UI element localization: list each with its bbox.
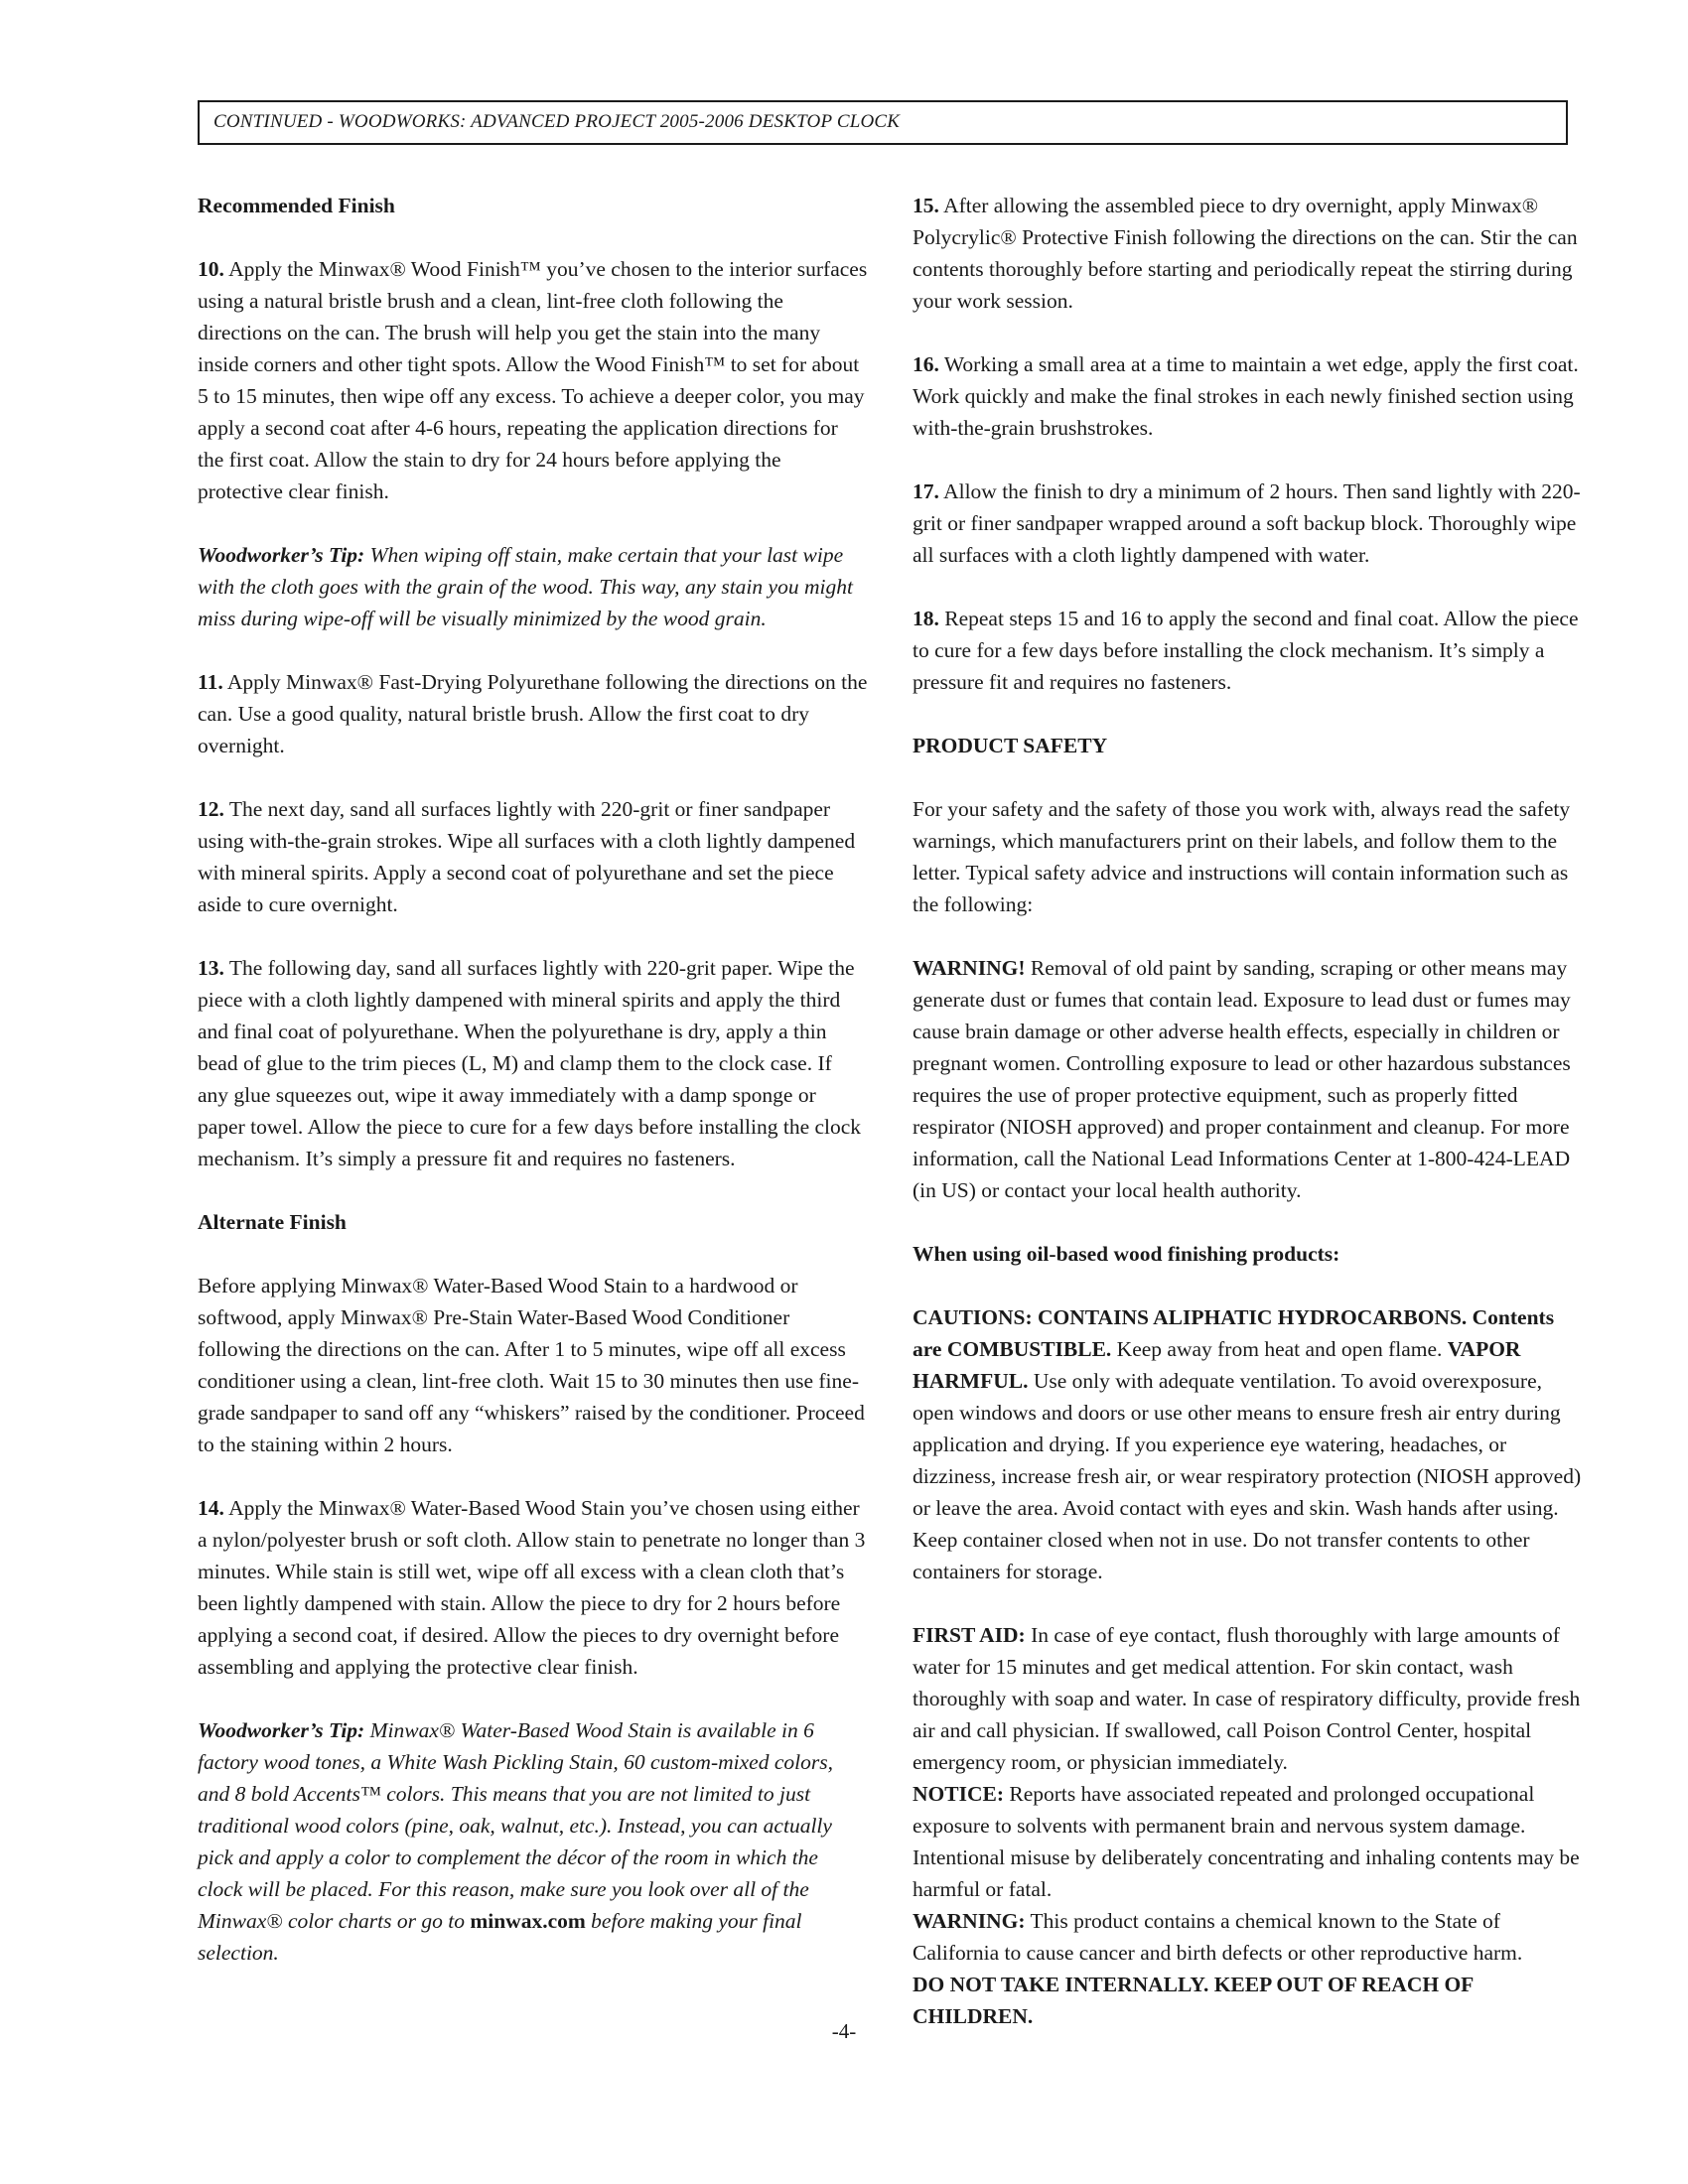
step-number: 17. [913, 479, 939, 503]
step-text: Allow the finish to dry a minimum of 2 hours. Then sand lightly with 220-grit or finer sandpaper wrapped around a soft backup block. Thoroughly wipe all surfaces with a cloth lightly dampened with water. [913, 479, 1581, 567]
notice-text: Reports have associated repeated and prolonged occupational exposure to solvents with permanent brain and nervous system damage. Intentional misuse by deliberately concentrating and inhaling contents may be harmful or fatal. [913, 1782, 1580, 1901]
final-warning: DO NOT TAKE INTERNALLY. KEEP OUT OF REACH OF CHILDREN. [913, 1973, 1474, 2028]
step-text: Repeat steps 15 and 16 to apply the second and final coat. Allow the piece to cure for a few days before installing the clock mechanism. It’s simply a pressure fit and requires no fasteners. [913, 607, 1579, 694]
step-text: Apply the Minwax® Water-Based Wood Stain you’ve chosen using either a nylon/polyester brush or soft cloth. Allow stain to penetrate no longer than 3 minutes. While stain is still wet, wipe off all excess with a clean cloth that’s been lightly dampened with stain. Allow the piece to dry for 2 hours before applying a second coat, if desired. Allow the pieces to dry overnight before assembling and applying the protective clear finish. [198, 1496, 866, 1679]
left-column [198, 190, 868, 1969]
warning-label: WARNING: [913, 1909, 1026, 1933]
step-15 [913, 190, 1585, 317]
step-text: The following day, sand all surfaces lightly with 220-grit paper. Wipe the piece with a cloth lightly dampened with mineral spirits and apply the third and final coat of polyurethane. When the polyurethane is dry, apply a thin bead of glue to the trim pieces (L, M) and clamp them to the clock case. If any glue squeezes out, wipe it away immediately with a damp sponge or paper towel. Allow the piece to cure for a few days before installing the clock mechanism. It’s simply a pressure fit and requires no fasteners. [198, 956, 862, 1170]
first-aid-text: In case of eye contact, flush thoroughly with large amounts of water for 15 minutes and get medical attention. For skin contact, wash thoroughly with soap and water. In case of respiratory difficulty, provide fresh air and call physician. If swallowed, call Poison Control Center, hospital emergency room, or physician immediately. [913, 1623, 1581, 1774]
tip-label: Woodworker’s Tip: [198, 1718, 365, 1742]
first-aid [913, 1619, 1585, 1778]
woodworker-tip-2 [198, 1714, 868, 1969]
step-number: 10. [198, 257, 224, 281]
page-number: -4- [831, 2019, 857, 2043]
header-title: CONTINUED - WOODWORKS: ADVANCED PROJECT 2005-2006 DESKTOP CLOCK [213, 111, 901, 132]
step-12 [198, 793, 868, 920]
tip-text-end: before making your final selection. [198, 1909, 802, 1965]
step-text: After allowing the assembled piece to dry overnight, apply Minwax® Polycrylic® Protective Finish following the directions on the can. Stir the can contents thoroughly before starting and periodically repeat the stirring during your work session. [913, 194, 1578, 313]
right-column [913, 190, 1585, 2032]
vapor-label: VAPOR HARMFUL. [913, 1337, 1521, 1393]
step-number: 11. [198, 670, 223, 694]
step-10 [198, 253, 868, 507]
caution-label: CAUTIONS: CONTAINS ALIPHATIC HYDROCARBONS. Contents are COMBUSTIBLE. [913, 1305, 1555, 1361]
step-number: 18. [913, 607, 939, 630]
warning-label: WARNING! [913, 956, 1026, 980]
woodworker-tip-1 [198, 539, 868, 634]
tip-text: Minwax® Water-Based Wood Stain is available in 6 factory wood tones, a White Wash Pickling Stain, 60 custom-mixed colors, and 8 bold Accents™ colors. This means that you are not limited to just traditional wood colors (pine, oak, walnut, etc.). Instead, you can actually pick and apply a color to complement the décor of the room in which the clock will be placed. For this reason, make sure you look over all of the Minwax® color charts or go to [198, 1718, 833, 1933]
warning-text: Removal of old paint by sanding, scraping or other means may generate dust or fumes that contain lead. Exposure to lead dust or fumes may cause brain damage or other adverse health effects, especially in children or pregnant women. Controlling exposure to lead or other hazardous substances requires the use of proper protective equipment, such as properly fitted respirator (NIOSH approved) and proper containment and cleanup. For more information, call the National Lead Informations Center at 1-800-424-LEAD (in US) or contact your local health authority. [913, 956, 1571, 1202]
caution-text: Keep away from heat and open flame. [1111, 1337, 1448, 1361]
prop65-warning [913, 1905, 1585, 1969]
step-text: The next day, sand all surfaces lightly with 220-grit or finer sandpaper using with-the-grain strokes. Wipe all surfaces with a cloth lightly dampened with mineral spirits. Apply a second coat of polyurethane and set the piece aside to cure overnight. [198, 797, 856, 916]
notice [913, 1778, 1585, 1905]
step-number: 15. [913, 194, 939, 217]
product-safety-heading: PRODUCT SAFETY [913, 734, 1108, 757]
cautions [913, 1301, 1585, 1587]
step-text: Working a small area at a time to maintain a wet edge, apply the first coat. Work quickly and make the final strokes in each newly finished section using with-the-grain brushstrokes. [913, 352, 1579, 440]
step-13 [198, 952, 868, 1174]
recommended-finish-heading: Recommended Finish [198, 194, 395, 217]
step-number: 14. [198, 1496, 224, 1520]
step-14 [198, 1492, 868, 1683]
notice-label: NOTICE: [913, 1782, 1004, 1806]
minwax-link[interactable]: minwax.com [470, 1909, 586, 1933]
warning-text: This product contains a chemical known to the State of California to cause cancer and birth defects or other reproductive harm. [913, 1909, 1523, 1965]
vapor-text: Use only with adequate ventilation. To avoid overexposure, open windows and doors or use other means to ensure fresh air entry during application and drying. If you experience eye watering, headaches, or dizziness, increase fresh air, or wear respiratory protection (NIOSH approved) or leave the area. Avoid contact with eyes and skin. Wash hands after using. Keep container closed when not in use. Do not transfer contents to other containers for storage. [913, 1369, 1582, 1583]
product-safety-text: For your safety and the safety of those you work with, always read the safety warnings, which manufacturers print on their labels, and follow them to the letter. Typical safety advice and instructions will contain information such as the following: [913, 797, 1571, 916]
first-aid-label: FIRST AID: [913, 1623, 1026, 1647]
step-18 [913, 603, 1585, 698]
step-number: 12. [198, 797, 224, 821]
step-text: Apply Minwax® Fast-Drying Polyurethane following the directions on the can. Use a good quality, natural bristle brush. Allow the first coat to dry overnight. [198, 670, 868, 757]
lead-warning [913, 952, 1585, 1206]
page-header [198, 100, 1568, 145]
step-11 [198, 666, 868, 761]
oil-based-heading: When using oil-based wood finishing products: [913, 1242, 1340, 1266]
step-17 [913, 476, 1585, 571]
step-number: 16. [913, 352, 939, 376]
tip-text: When wiping off stain, make certain that your last wipe with the cloth goes with the grain of the wood. This way, any stain you might miss during wipe-off will be visually minimized by the wood grain. [198, 543, 853, 630]
tip-label: Woodworker’s Tip: [198, 543, 365, 567]
alternate-finish-heading: Alternate Finish [198, 1210, 347, 1234]
alternate-finish-text: Before applying Minwax® Water-Based Wood Stain to a hardwood or softwood, apply Minwax® Pre-Stain Water-Based Wood Conditioner following the directions on the can. After 1 to 5 minutes, wipe off all excess conditioner using a clean, lint-free cloth. Wait 15 to 30 minutes then use fine-grade sandpaper to sand off any “whiskers” raised by the conditioner. Proceed to the staining within 2 hours. [198, 1274, 865, 1456]
step-number: 13. [198, 956, 224, 980]
step-text: Apply the Minwax® Wood Finish™ you’ve chosen to the interior surfaces using a natural bristle brush and a clean, lint-free cloth following the directions on the can. The brush will help you get the stain into the many inside corners and other tight spots. Allow the Wood Finish™ to set for about 5 to 15 minutes, then wipe off any excess. To achieve a deeper color, you may apply a second coat after 4-6 hours, repeating the application directions for the first coat. Allow the stain to dry for 24 hours before applying the protective clear finish. [198, 257, 868, 503]
step-16 [913, 348, 1585, 444]
